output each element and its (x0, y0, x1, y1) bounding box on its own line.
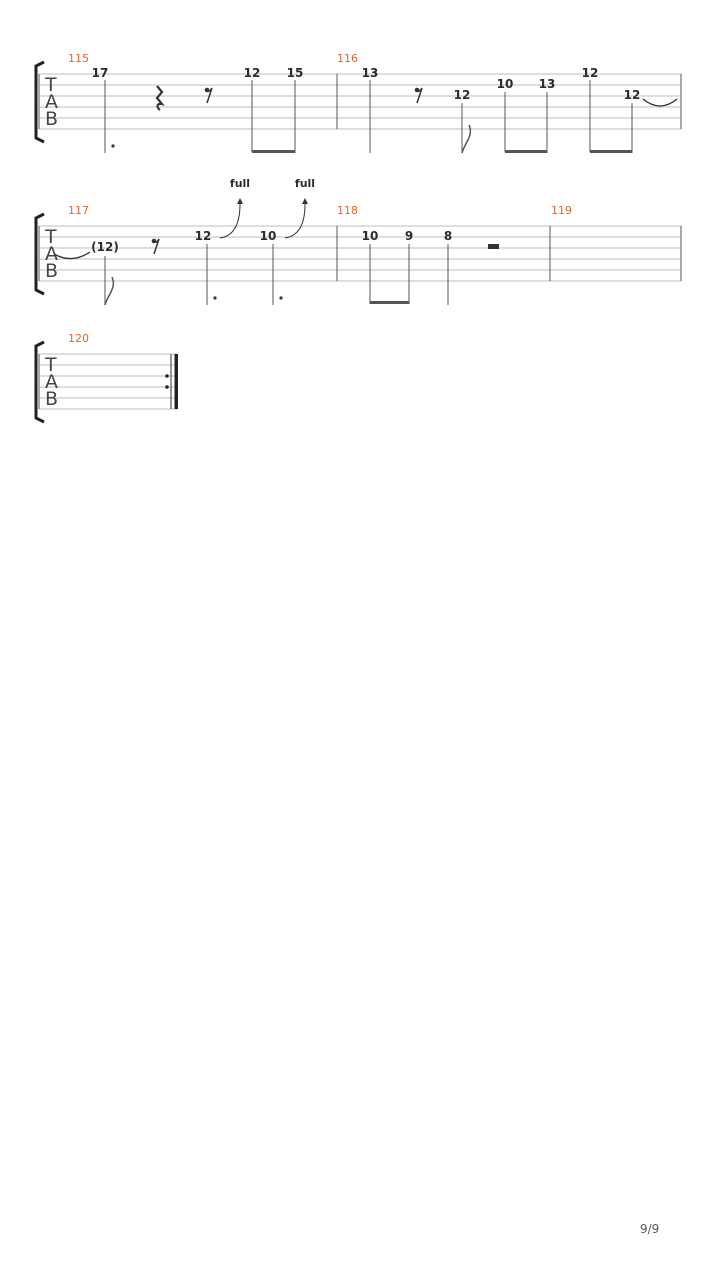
bend-arrow (285, 198, 308, 238)
beam (370, 301, 410, 304)
bend-arrow (220, 198, 243, 238)
fret-number: 17 (91, 66, 109, 80)
measure-number: 116 (337, 52, 358, 65)
fret-number: 9 (404, 229, 414, 243)
system-3 (36, 332, 178, 422)
fret-number: 10 (361, 229, 379, 243)
half-rest (488, 244, 499, 249)
measure-number: 115 (68, 52, 89, 65)
measure-number: 120 (68, 332, 89, 345)
fret-number: 12 (581, 66, 599, 80)
tab-clef-b: B (45, 108, 59, 130)
page-number: 9/9 (640, 1222, 660, 1236)
fret-number: 12 (453, 88, 471, 102)
measure-number: 117 (68, 204, 89, 217)
quarter-rest (157, 86, 162, 110)
fret-number: 12 (194, 229, 212, 243)
bend-label: full (294, 177, 316, 190)
eighth-rest (152, 239, 159, 254)
fret-number: 8 (443, 229, 453, 243)
fret-number: 15 (286, 66, 304, 80)
fret-number: 12 (623, 88, 641, 102)
tab-clef-t: T (45, 226, 57, 248)
bend-label: full (229, 177, 251, 190)
eighth-rest (415, 88, 422, 103)
tab-clef-b: B (45, 388, 59, 410)
measure-number: 119 (551, 204, 572, 217)
tab-clef-a: A (45, 91, 58, 113)
augmentation-dot (111, 144, 114, 147)
tie (54, 252, 90, 259)
fret-number: 13 (538, 77, 556, 91)
beams (252, 150, 633, 153)
eighth-rest (205, 88, 212, 103)
fret-number: (12) (91, 240, 119, 254)
augmentation-dot (213, 296, 216, 299)
fret-number: 10 (259, 229, 277, 243)
staff-lines (39, 74, 681, 129)
system-2 (36, 177, 681, 305)
tie (643, 99, 677, 106)
augmentation-dot (279, 296, 282, 299)
staff-lines (39, 354, 177, 409)
fret-number: 10 (496, 77, 514, 91)
tab-clef-a: A (45, 371, 58, 393)
repeat-end-barline (165, 354, 178, 409)
staff-lines (39, 226, 681, 281)
measure-number: 118 (337, 204, 358, 217)
tab-clef-t: T (45, 74, 57, 96)
system-1 (36, 52, 681, 153)
tab-clef-t: T (45, 354, 57, 376)
note-stems (105, 244, 448, 305)
fret-number: 12 (243, 66, 261, 80)
tab-clef-b: B (45, 260, 59, 282)
tab-clef-a: A (45, 243, 58, 265)
fret-number: 13 (361, 66, 379, 80)
